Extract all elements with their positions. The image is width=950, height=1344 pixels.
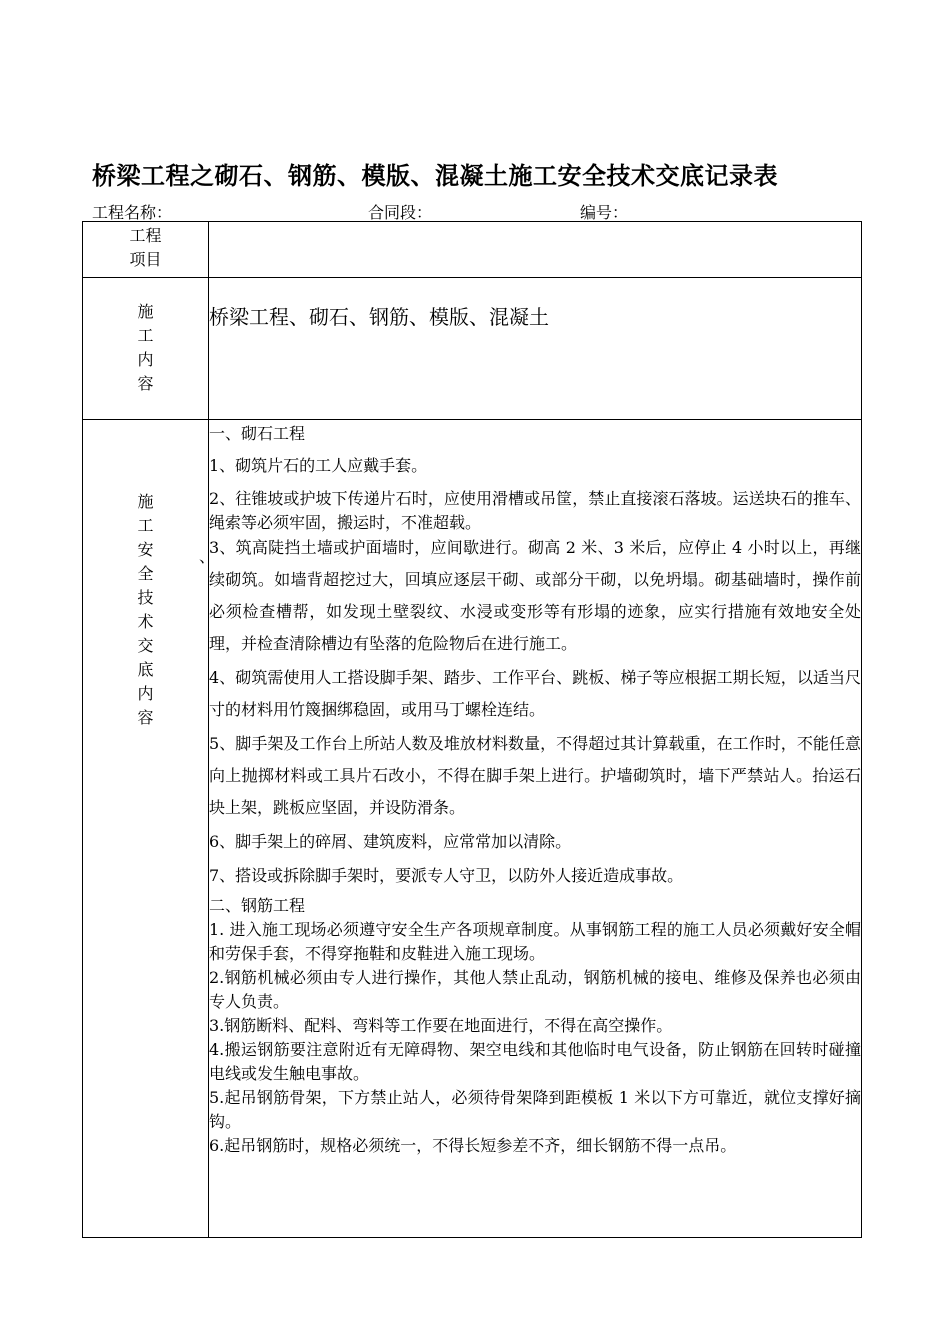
list-item: 1. 进入施工现场必须遵守安全生产各项规章制度。从事钢筋工程的施工人员必须戴好安全帽和劳保手套，不得穿拖鞋和皮鞋进入施工现场。 [209, 920, 861, 963]
list-item: 3.钢筋断料、配料、弯料等工作要在地面进行，不得在高空操作。 [209, 1016, 673, 1035]
list-item: 2、往锥坡或护坡下传递片石时，应使用滑槽或吊筐，禁止直接滚石落坡。运送块石的推车、绳索等必须牢固，搬运时，不准超载。 [209, 489, 861, 532]
label-char: 全 [137, 564, 154, 583]
project-name-label: 工程名称： [92, 203, 173, 222]
contract-section-label: 合同段： [368, 203, 433, 222]
label-line: 项目 [129, 250, 162, 269]
label-char: 底 [137, 660, 154, 679]
list-item: 6.起吊钢筋时，规格必须统一，不得长短参差不齐，细长钢筋不得一点吊。 [209, 1136, 737, 1155]
construction-content-row [83, 278, 862, 420]
disclosure-table [82, 221, 862, 1238]
safety-content-row [83, 420, 862, 1238]
stray-punctuation-mark: 、 [199, 547, 216, 566]
label-char: 工 [137, 326, 154, 345]
section-heading: 一、砌石工程 [209, 424, 306, 443]
list-item: 5.起吊钢筋骨架，下方禁止站人，必须待骨架降到距模板 1 米以下方可靠近，就位支撑好摘钩。 [209, 1088, 861, 1131]
project-item-label [83, 222, 209, 278]
label-char: 内 [137, 684, 154, 703]
construction-content-label [83, 278, 209, 420]
list-item: 7、搭设或拆除脚手架时，要派专人守卫，以防外人接近造成事故。 [209, 866, 684, 885]
construction-content-value: 桥梁工程、砌石、钢筋、模版、混凝土 [209, 278, 862, 420]
list-item: 2.钢筋机械必须由专人进行操作，其他人禁止乱动，钢筋机械的接电、维修及保养也必须由专人负责。 [209, 968, 861, 1011]
safety-content-label [83, 420, 209, 1238]
document-title: 桥梁工程之砌石、钢筋、模版、混凝土施工安全技术交底记录表 [92, 161, 778, 190]
label-char: 术 [137, 612, 154, 631]
project-item-row [83, 222, 862, 278]
label-char: 容 [137, 708, 154, 727]
label-char: 施 [137, 492, 154, 511]
label-char: 工 [137, 516, 154, 535]
list-item: 4、砌筑需使用人工搭设脚手架、踏步、工作平台、跳板、梯子等应根据工期长短，以适当尺寸的材料用竹篾捆绑稳固，或用马丁螺栓连结。 [209, 668, 861, 719]
list-item: 4.搬运钢筋要注意附近有无障碍物、架空电线和其他临时电气设备，防止钢筋在回转时碰撞电线或发生触电事故。 [209, 1040, 861, 1083]
safety-content-body [209, 420, 862, 1238]
list-item: 1、砌筑片石的工人应戴手套。 [209, 456, 428, 475]
label-char: 安 [137, 540, 154, 559]
number-label: 编号： [580, 203, 629, 222]
list-item: 3、筑高陡挡土墙或护面墙时，应间歇进行。砌高 2 米、3 米后，应停止 4 小时以上，再继续砌筑。如墙背超挖过大，回填应逐层干砌、或部分干砌，以免坍塌。砌基础墙时，操作前必须检查槽帮，如发现土壁裂纹、水浸或变形等有形塌的迹象，应实行措施有效地安全处理，并检查清除槽边有坠落的危险物后在进行施工。 [209, 538, 861, 653]
label-char: 施 [137, 302, 154, 321]
section-heading: 二、钢筋工程 [209, 896, 306, 915]
label-char: 交 [137, 636, 154, 655]
label-char: 容 [137, 374, 154, 393]
list-item: 6、脚手架上的碎屑、建筑废料，应常常加以清除。 [209, 832, 572, 851]
project-item-value [209, 222, 862, 278]
label-line: 工程 [129, 226, 162, 245]
list-item: 5、脚手架及工作台上所站人数及堆放材料数量，不得超过其计算载重，在工作时，不能任意向上抛掷材料或工具片石改小，不得在脚手架上进行。护墙砌筑时，墙下严禁站人。抬运石块上架，跳板应坚固，并设防滑条。 [209, 734, 861, 817]
label-char: 内 [137, 350, 154, 369]
label-char: 技 [137, 588, 154, 607]
